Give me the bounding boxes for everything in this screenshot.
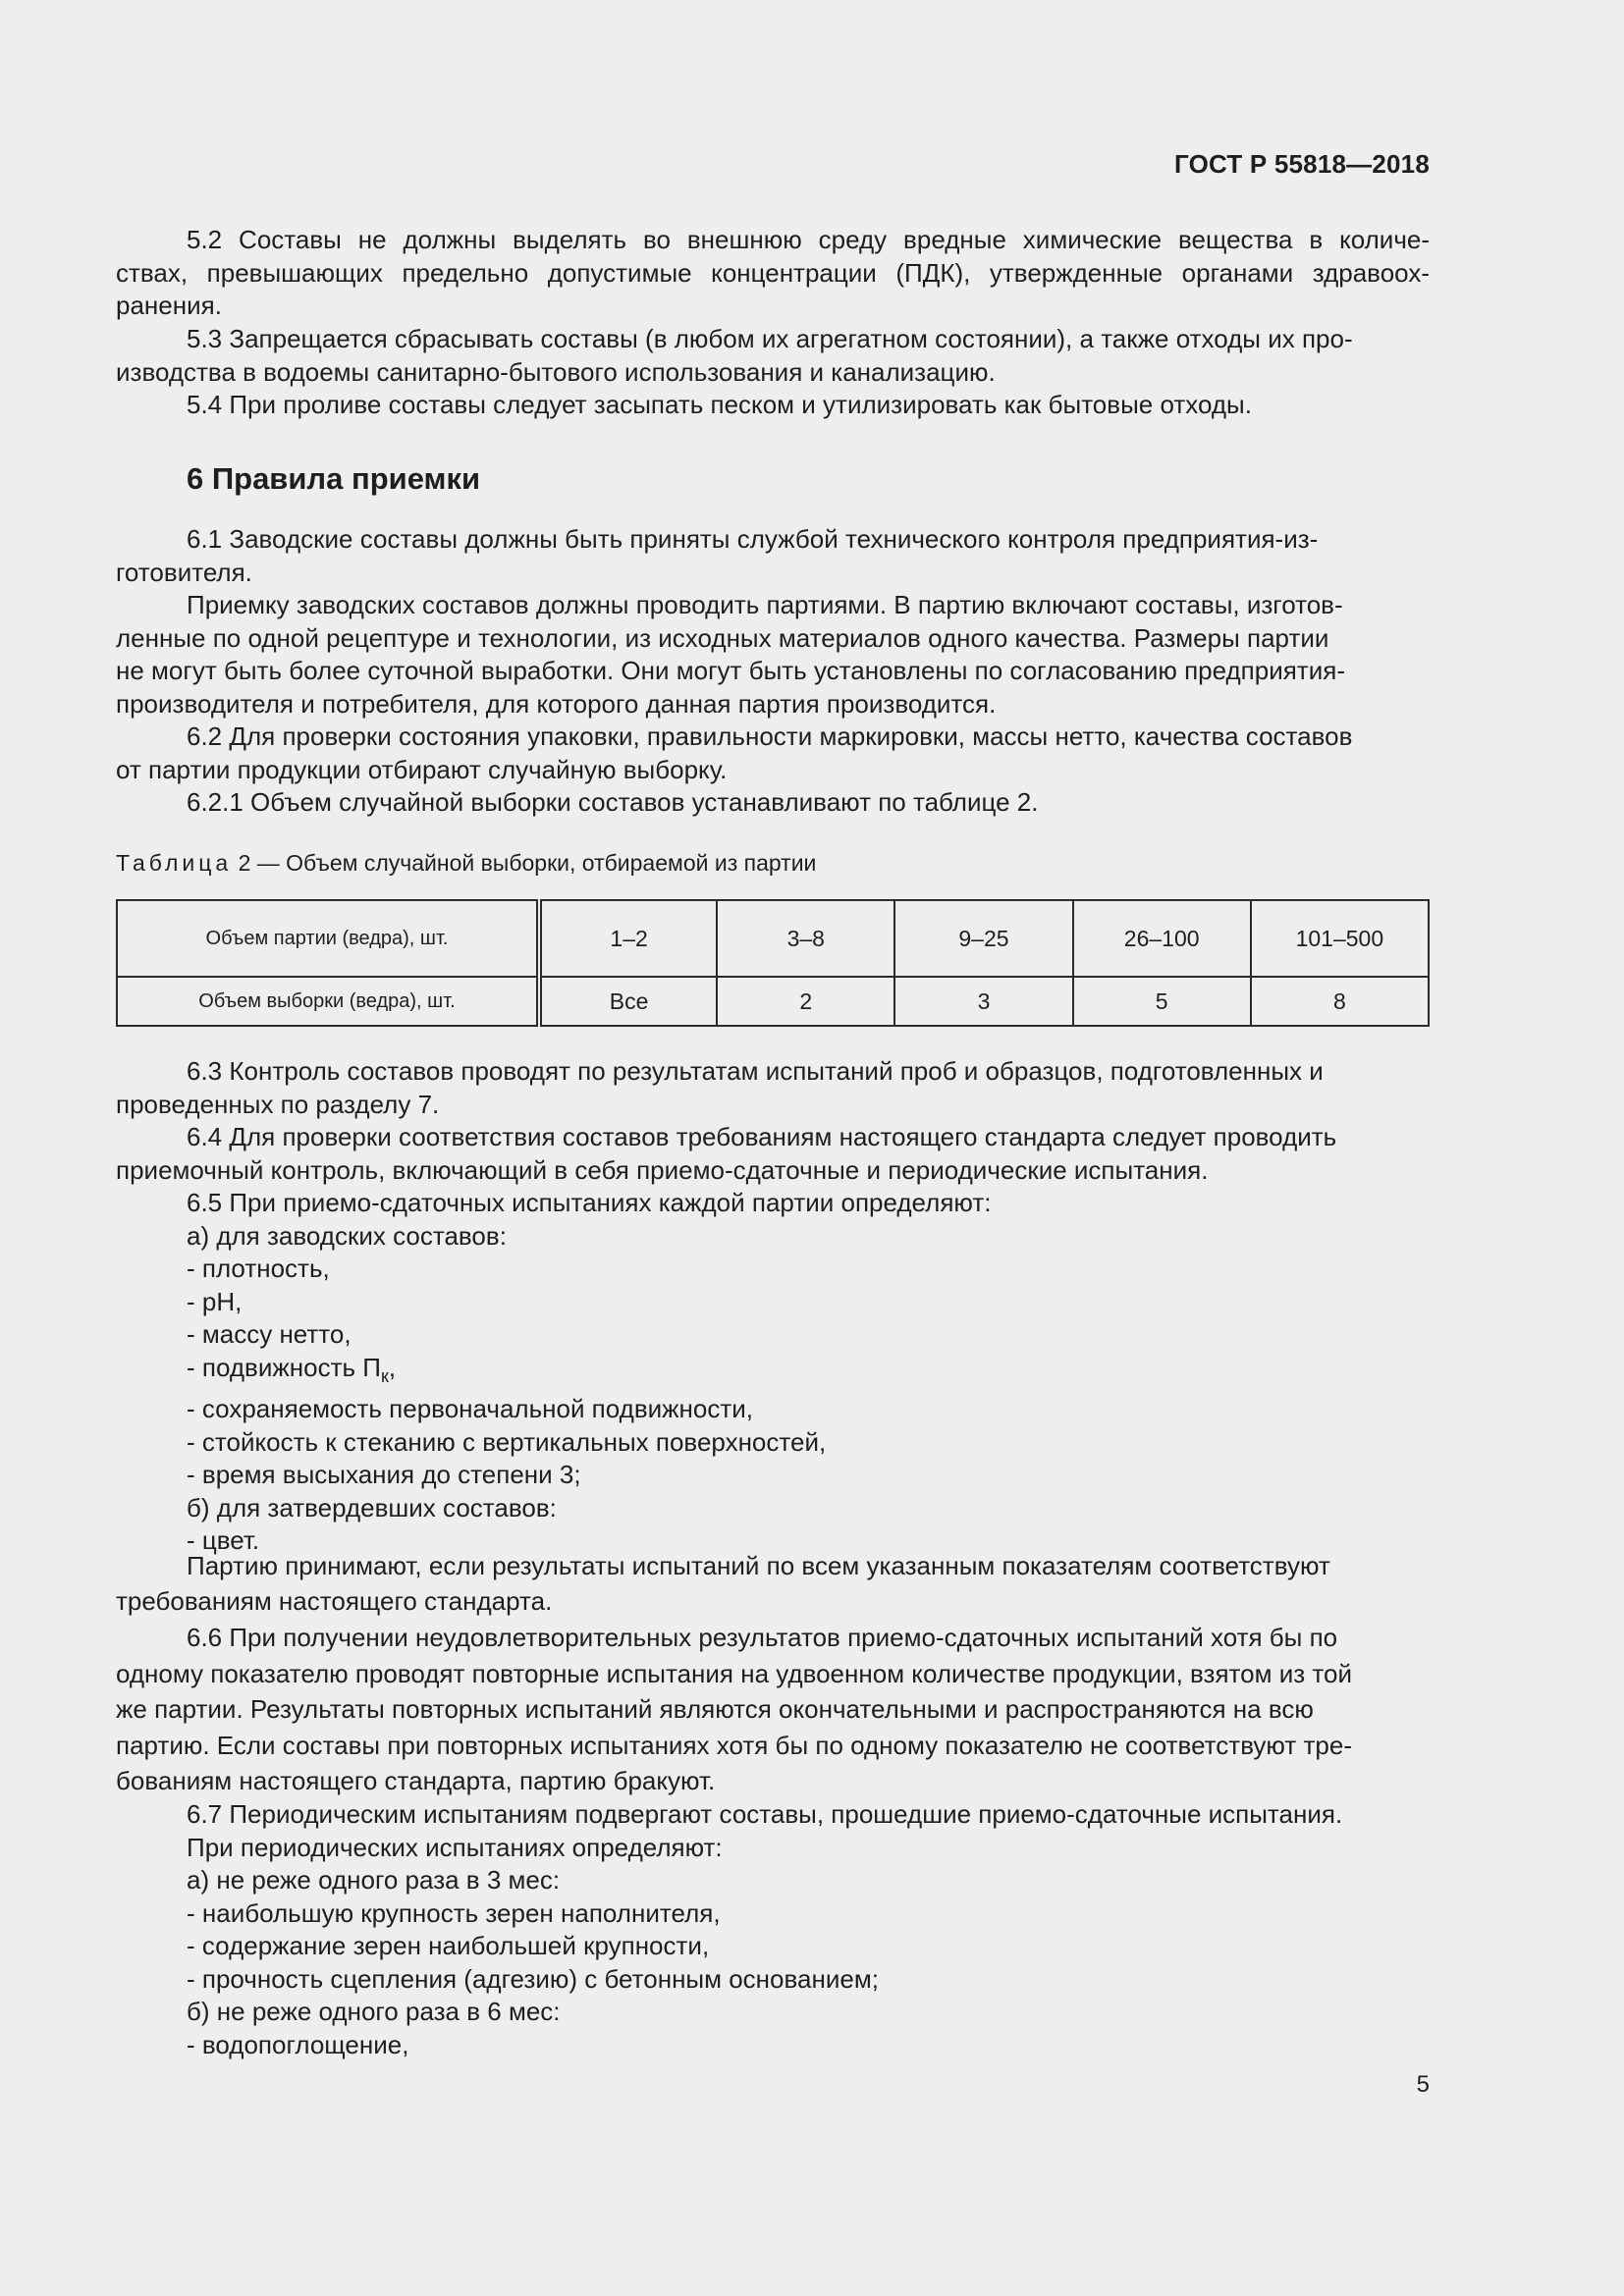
paragraph-6-6: 6.6 При получении неудовлетворительных результатов приемо-сдаточных испытаний хотя бы по одному показателю проводят повторные испытания на удвоенном количестве продукции, взятом из той же партии. Результаты повторных испытаний являются окончательными и распространяются на всю партию. Если составы при повторных испытаниях хотя бы по одному показателю не соответствуют тре- бованиям настоящего стандарта, партию бракуют. <box>116 1623 1352 1795</box>
list-item: - время высыхания до степени 3; <box>187 1460 581 1489</box>
list-item: - цвет. <box>187 1525 260 1555</box>
paragraph-6-2-1: 6.2.1 Объем случайной выборки составов устанавливают по таблице 2. <box>187 787 1039 817</box>
table-cell: 5 <box>1073 977 1251 1026</box>
list-item: - pH, <box>187 1286 243 1316</box>
table-caption <box>116 850 816 877</box>
table-row <box>117 900 1429 977</box>
list-item: - подвижность $П_к$, <box>187 1352 397 1386</box>
page-number: 5 <box>1416 2071 1430 2098</box>
list-item: - содержание зерен наибольшей крупности, <box>187 1931 710 1960</box>
paragraph-6-1: 6.1 Заводские составы должны быть приняты службой технического контроля предприятия-из- готовителя. <box>116 524 1319 587</box>
table-cell: 8 <box>1251 977 1429 1026</box>
list-item: - сохраняемость первоначальной подвижности, <box>187 1394 754 1423</box>
list-heading: а) для заводских составов: <box>187 1220 507 1251</box>
list-item: - прочность сцепления (адгезию) с бетонным основанием; <box>187 1963 879 1994</box>
table-cell: 9–25 <box>894 900 1072 977</box>
paragraph-5-2: 5.2 Составы не должны выделять во внешнюю среду вредные химические вещества в количе- ствах, превышающих предельно допустимые концентрации (ПДК), утвержденные органами здравоох- ранения. <box>116 225 1430 320</box>
table-cell: 26–100 <box>1073 900 1251 977</box>
table-cell: 3 <box>894 977 1072 1026</box>
section-title: 6 Правила приемки <box>187 461 481 496</box>
paragraph-acceptance: Приемку заводских составов должны проводить партиями. В партию включают составы, изготов- ленные по одной рецептуре и технологии, из исходных материалов одного качества. Размеры партии не могут быть более суточной выработки. Они могут быть установлены по согласованию предприятия- производителя и потребителя, для которого данная партия производится. <box>116 590 1345 719</box>
paragraph-5-4: 5.4 При проливе составы следует засыпать песком и утилизировать как бытовые отходы. <box>187 390 1252 419</box>
paragraph-5-3: 5.3 Запрещается сбрасывать составы (в любом их агрегатном состоянии), а также отходы их про- изводства в водоемы санитарно-бытового использования и канализацию. <box>116 324 1353 387</box>
table-row-header: Объем партии (ведра), шт. <box>117 900 539 977</box>
sample-size-table <box>116 899 1430 1027</box>
table-cell: 1–2 <box>539 900 717 977</box>
paragraph-6-7-block <box>116 1798 1430 2061</box>
paragraph-6-5-block <box>116 1187 1430 1558</box>
table-cell: 3–8 <box>717 900 894 977</box>
list-item: - водопоглощение, <box>187 2029 409 2059</box>
standard-id: ГОСТ Р 55818—2018 <box>1174 149 1430 179</box>
list-item: - стойкость к стеканию с вертикальных поверхностей, <box>187 1426 827 1457</box>
paragraph-6-2: 6.2 Для проверки состояния упаковки, правильности маркировки, массы нетто, качества составов от партии продукции отбирают случайную выборку. <box>116 721 1353 784</box>
table-cell: 2 <box>717 977 894 1026</box>
list-heading: б) для затвердевших составов: <box>187 1492 557 1522</box>
table-caption-text: 2 — Объем случайной выборки, отбираемой из партии <box>232 850 817 876</box>
list-heading: а) не реже одного раза в 3 мес: <box>187 1865 561 1895</box>
paragraph-periodic: При периодических испытаниях определяют: <box>187 1832 723 1862</box>
table-cell: Все <box>539 977 717 1026</box>
table-row-header: Объем выборки (ведра), шт. <box>117 977 539 1026</box>
table-cell: 101–500 <box>1251 900 1429 977</box>
table-caption-label: Таблица <box>116 850 233 876</box>
paragraph-accept-batch: Партию принимают, если результаты испытаний по всем указанным показателям соответствуют требованиям настоящего стандарта. <box>116 1551 1330 1616</box>
paragraph-6-3: 6.3 Контроль составов проводят по результатам испытаний проб и образцов, подготовленных и проведенных по разделу 7. <box>116 1056 1324 1119</box>
paragraph-6-7: 6.7 Периодическим испытаниям подвергают составы, прошедшие приемо-сдаточные испытания. <box>187 1799 1343 1829</box>
paragraph-6-5: 6.5 При приемо-сдаточных испытаниях каждой партии определяют: <box>187 1188 992 1217</box>
paragraph-6-4: 6.4 Для проверки соответствия составов требованиям настоящего стандарта следует проводить приемочный контроль, включающий в себя приемо-сдаточные и периодические испытания. <box>116 1122 1337 1185</box>
list-heading: б) не реже одного раза в 6 мес: <box>187 1997 561 2026</box>
list-item: - плотность, <box>187 1254 330 1283</box>
list-item: - массу нетто, <box>187 1319 352 1349</box>
list-item: - наибольшую крупность зерен наполнителя, <box>187 1897 721 1928</box>
table-row <box>117 977 1429 1026</box>
